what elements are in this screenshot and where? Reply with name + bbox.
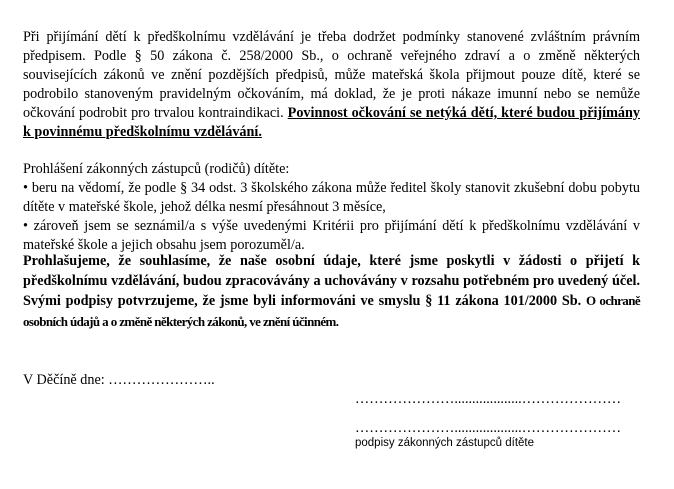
signature-line-2: …………………...................………………… (355, 420, 622, 436)
intro-paragraph (23, 28, 640, 142)
declaration-heading: Prohlášení zákonných zástupců (rodičů) dítěte: (23, 161, 290, 177)
signature-line-1: …………………...................………………… (355, 391, 622, 407)
declaration-bullet-criteria: • zároveň jsem se seznámil/a s výše uvedenými Kritérii pro přijímání dětí k předškolnímu vzdělávání v mateřské škole a jejich obsahu jsem porozuměl/a. (23, 218, 640, 253)
consent-paragraph (23, 252, 640, 332)
consent-law-title: O ochraně osobních údajů a o změně některých zákonů, ve znění účinném. (23, 293, 641, 329)
vaccination-exemption-note: Povinnost očkování se netýká dětí, které budou přijímány k povinnému předškolnímu vzdělávání. (23, 105, 640, 140)
date-field: V Děčíně dne: ………………….. (23, 372, 215, 388)
intro-text: Při přijímání dětí k předškolnímu vzdělávání je třeba dodržet podmínky stanovené zvláštním právním předpisem. Podle § 50 zákona č. 258/2000 Sb., o ochraně veřejného zdraví a o změně některých souvisejících zákonů ve znění pozdějších předpisů, může mateřská škola přijmout pouze dítě, které se podrobilo stanoveným pravidelným očkováním, má doklad, že je proti nákaze imunní nebo se nemůže očkování podrobit pro trvalou kontraindikaci. (23, 29, 640, 121)
declaration-bullet-trial-period: • beru na vědomí, že podle § 34 odst. 3 školského zákona může ředitel školy stanovit zkušební dobu pobytu dítěte v mateřské škole, jehož délka nesmí přesáhnout 3 měsíce, (23, 180, 640, 215)
signature-label: podpisy zákonných zástupců dítěte (355, 437, 535, 449)
consent-text: Prohlašujeme, že souhlasíme, že naše osobní údaje, které jsme poskytli v žádosti o přijetí k předškolnímu vzdělávání, budou zpracovávány a uchovávány v rozsahu potřebném pro uvedený účel. Svými podpisy potvrzujeme, že jsme byli informováni ve smyslu § 11 zákona 101/2000 Sb. (23, 253, 640, 309)
